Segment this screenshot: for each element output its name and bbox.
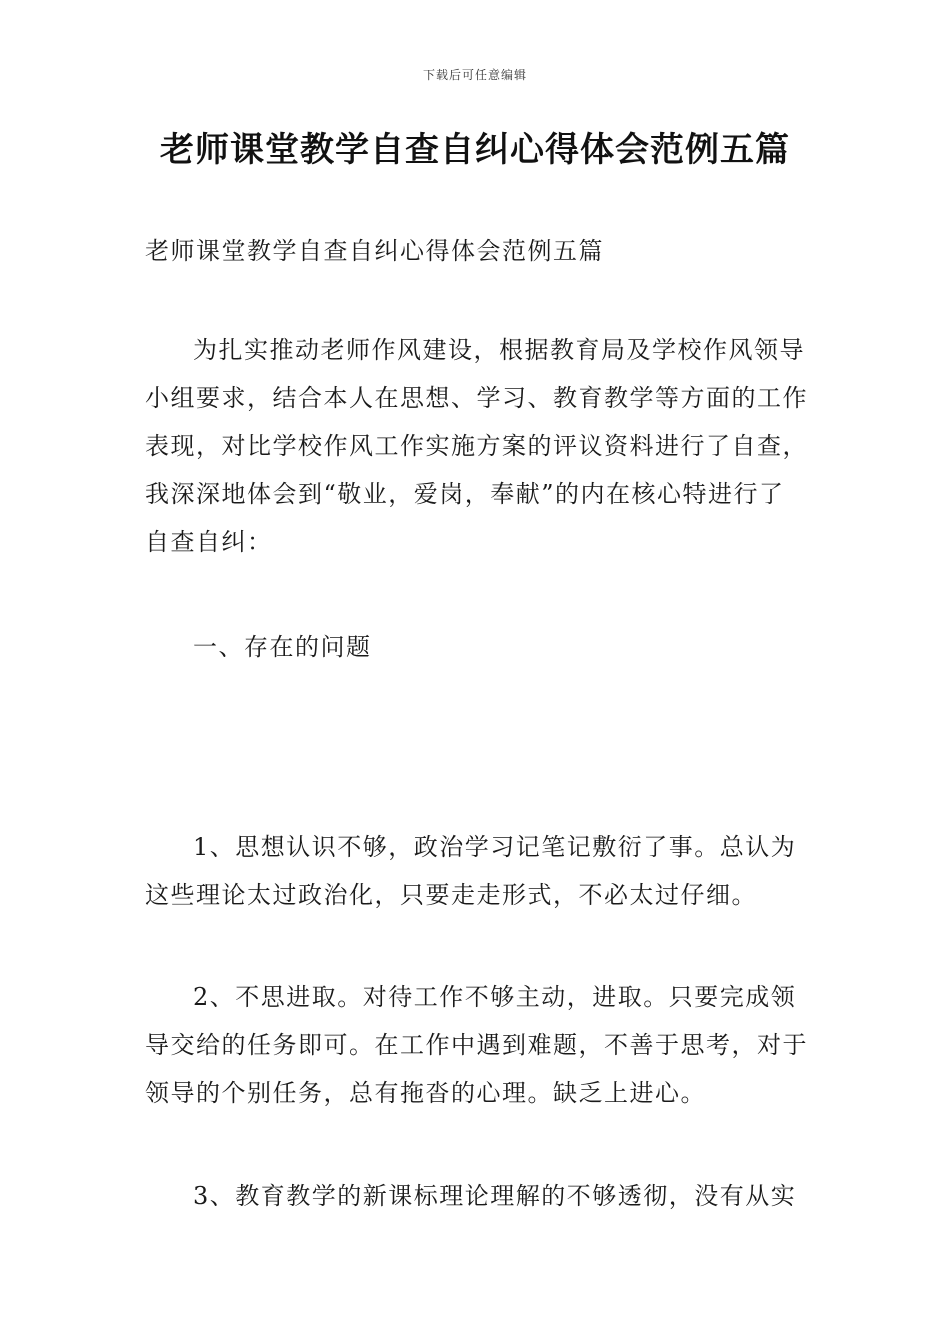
document-title: 老师课堂教学自查自纠心得体会范例五篇 (160, 130, 790, 170)
document-subtitle: 老师课堂教学自查自纠心得体会范例五篇 (145, 237, 604, 265)
header-note: 下载后可任意编辑 (422, 68, 527, 82)
section-heading: 一、存在的问题 (193, 633, 372, 661)
problem-item-1: 1、思想认识不够，政治学习记笔记敷衍了事。总认为这些理论太过政治化，只要走走形式，不必太过仔细。 (145, 833, 797, 909)
problem-item-3: 3、教育教学的新课标理论理解的不够透彻，没有从实 (193, 1182, 797, 1210)
problem-item-2: 2、不思进取。对待工作不够主动，进取。只要完成领导交给的任务即可。在工作中遇到难题，不善于思考，对于领导的个别任务，总有拖沓的心理。缺乏上进心。 (145, 983, 808, 1107)
intro-paragraph: 为扎实推动老师作风建设，根据教育局及学校作风领导小组要求，结合本人在思想、学习、教育教学等方面的工作表现，对比学校作风工作实施方案的评议资料进行了自查，我深深地体会到“敬业，爱岗，奉献”的内在核心特进行了自查自纠： (145, 336, 808, 556)
